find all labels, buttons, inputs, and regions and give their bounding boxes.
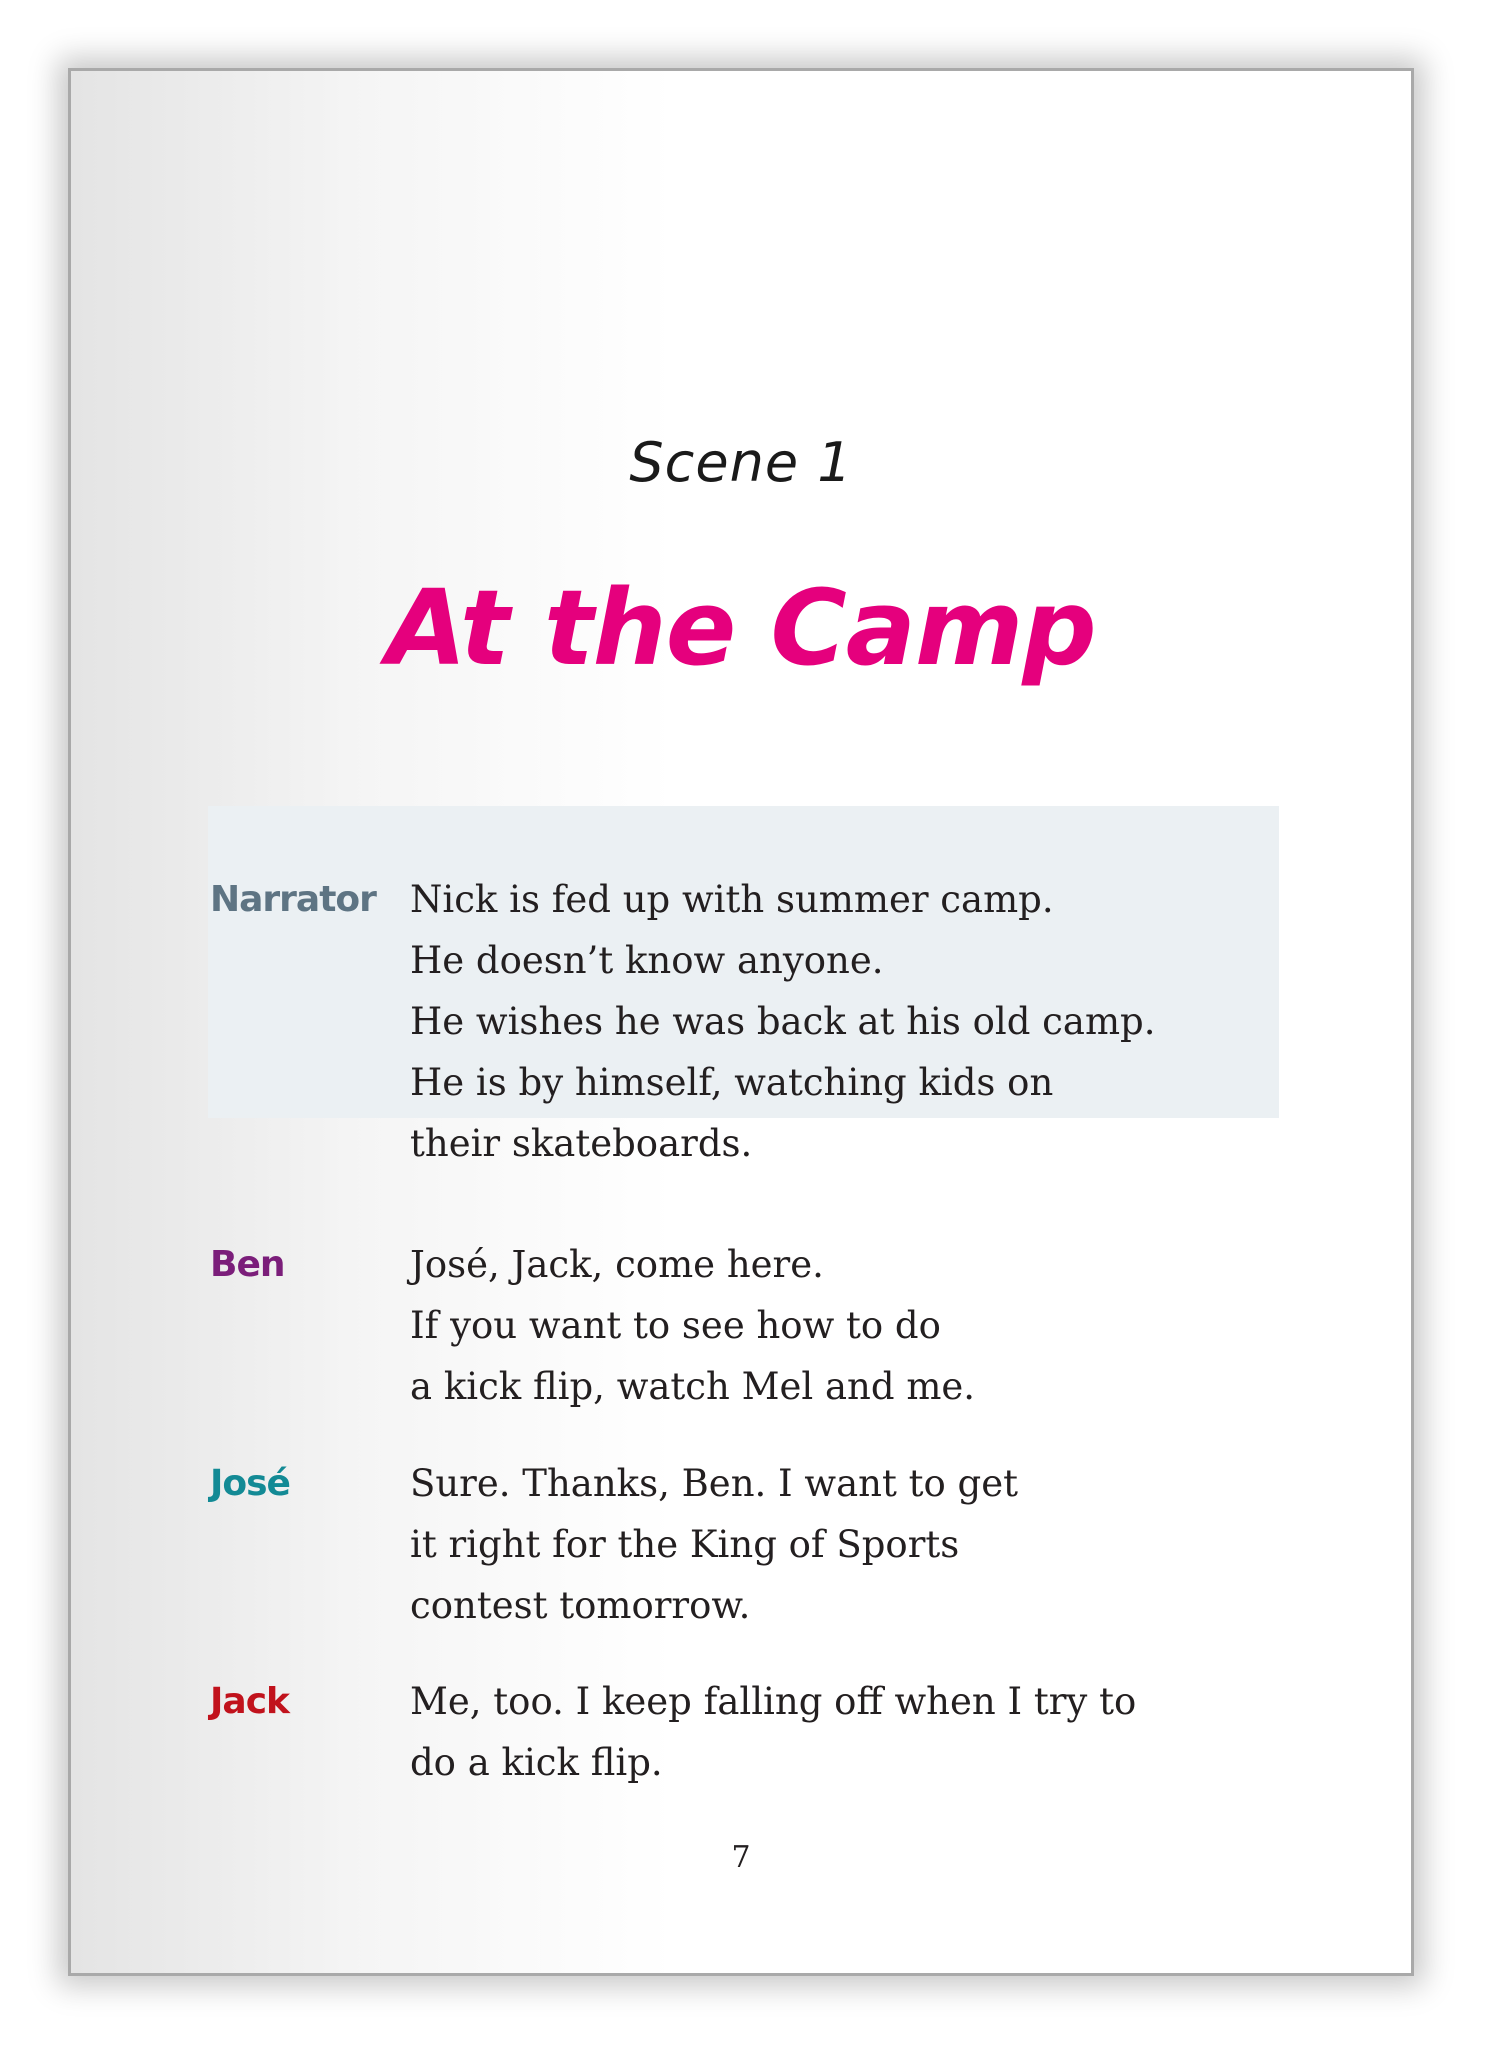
- dialogue-lines-jack: [410, 1671, 1136, 1793]
- dialogue-lines-jose: [410, 1453, 1018, 1636]
- speaker-name-jack: Jack: [210, 1681, 289, 1722]
- dialogue-line: it right for the King of Sports: [410, 1523, 960, 1566]
- speaker-name-ben: Ben: [210, 1244, 285, 1285]
- dialogue-line: Nick is fed up with summer camp.: [410, 878, 1054, 921]
- dialogue-line: do a kick flip.: [410, 1741, 663, 1784]
- scene-title: At the Camp: [386, 567, 1096, 689]
- speaker-name-narrator: Narrator: [210, 879, 376, 920]
- dialogue-lines-ben: [410, 1234, 975, 1417]
- dialogue-line: If you want to see how to do: [410, 1304, 941, 1347]
- speaker-name-jose: José: [210, 1463, 290, 1504]
- dialogue-line: a kick flip, watch Mel and me.: [410, 1365, 976, 1408]
- dialogue-line: He doesn’t know anyone.: [410, 939, 884, 982]
- dialogue-line: Sure. Thanks, Ben. I want to get: [410, 1462, 1018, 1505]
- dialogue-line: Me, too. I keep falling off when I try to: [410, 1680, 1137, 1723]
- book-page: [68, 68, 1414, 1976]
- dialogue-line: He is by himself, watching kids on: [410, 1061, 1054, 1104]
- dialogue-line: He wishes he was back at his old camp.: [410, 1000, 1156, 1043]
- dialogue-line: contest tomorrow.: [410, 1584, 751, 1627]
- dialogue-lines-narrator: [410, 869, 1155, 1174]
- scene-label: Scene 1: [629, 431, 853, 494]
- dialogue-line: their skateboards.: [410, 1122, 753, 1165]
- page-number: 7: [731, 1840, 751, 1875]
- dialogue-line: José, Jack, come here.: [410, 1243, 824, 1286]
